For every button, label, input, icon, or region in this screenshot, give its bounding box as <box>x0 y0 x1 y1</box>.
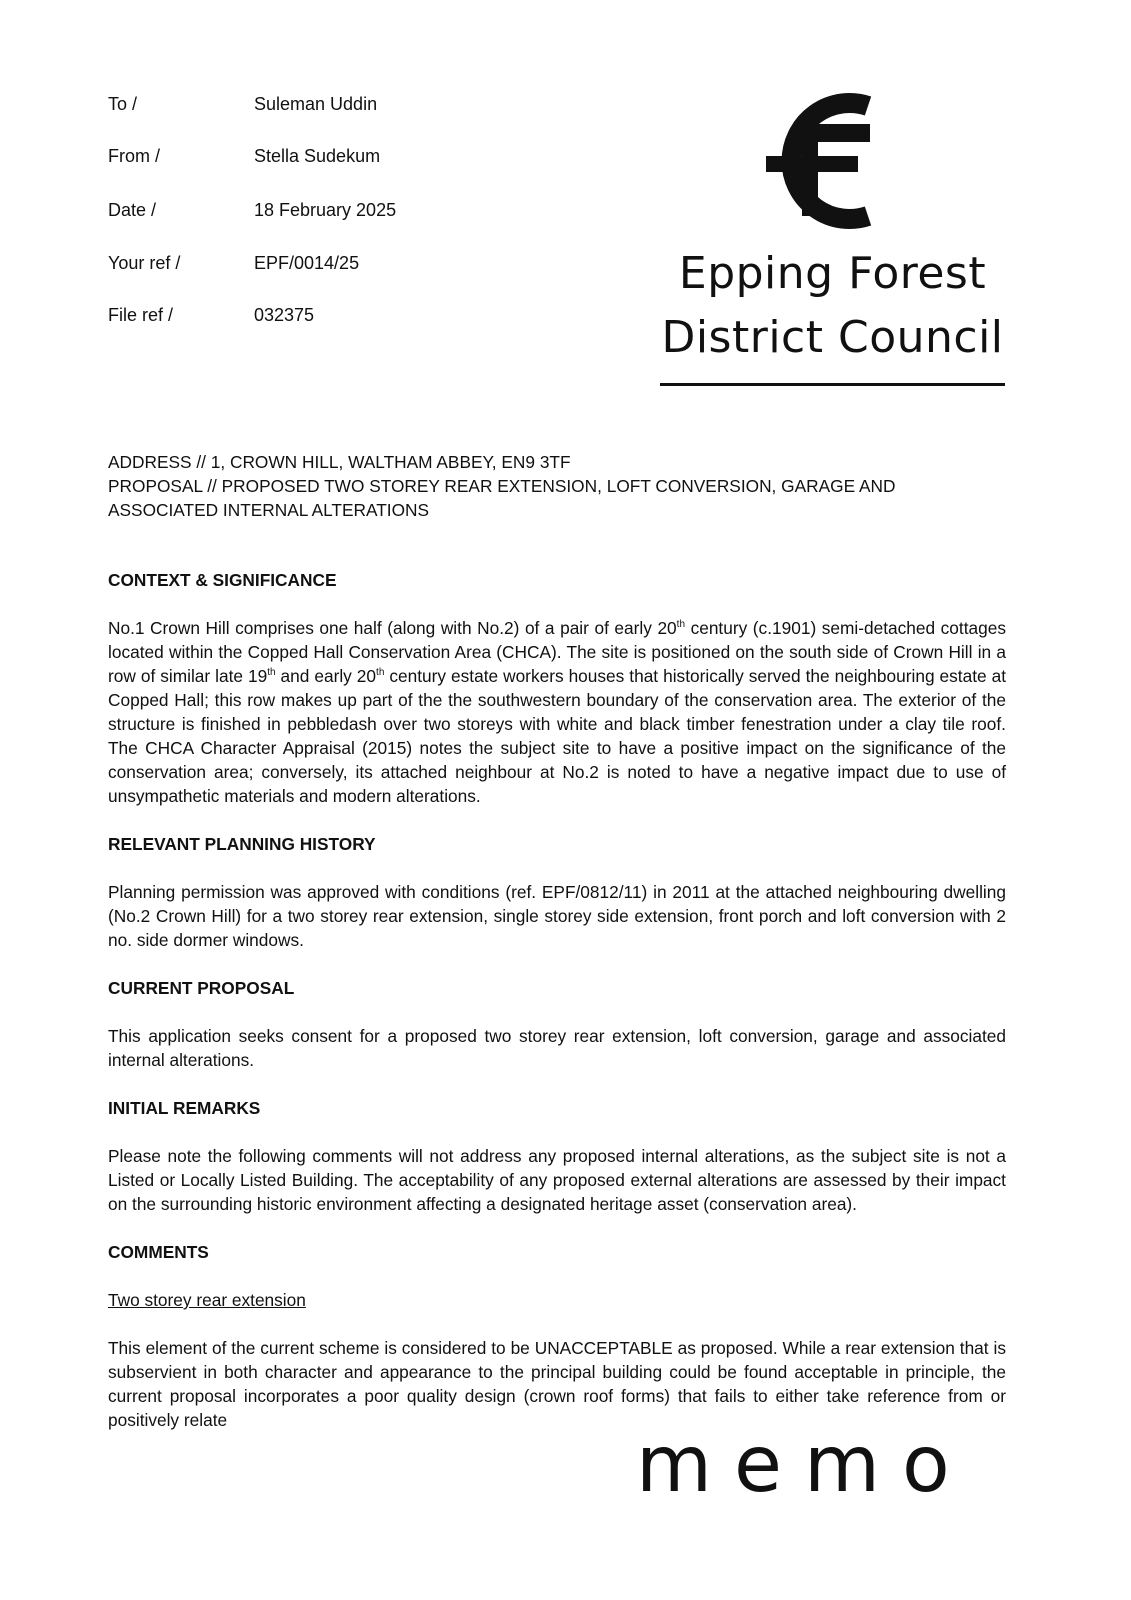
section-heading: CONTEXT & SIGNIFICANCE <box>108 570 337 590</box>
file-ref-value: 032375 <box>254 305 315 325</box>
section-paragraph: No.1 Crown Hill comprises one half (along with No.2) of a pair of early 20th century (c.1901) semi-detached cottages located within the Copped Hall Conservation Area (CHCA). The site is positioned on the south side of Crown Hill in a row of similar late 19th and early 20th century estate workers houses that historically served the neighbouring estate at Copped Hall; this row makes up part of the the southwestern boundary of the conservation area. The exterior of the structure is finished in pebbledash over two storeys with white and black timber fenestration under a clay tile roof. The CHCA Character Appraisal (2015) notes the subject site to have a positive impact on the significance of the conservation area; conversely, its attached neighbour at No.2 is noted to have a negative impact due to use of unsympathetic materials and modern alterations. <box>108 618 1007 806</box>
proposal-line: PROPOSAL // PROPOSED TWO STOREY REAR EXTENSION, LOFT CONVERSION, GARAGE AND ASSOCIATED INTERNAL ALTERATIONS <box>108 476 896 520</box>
section-subheading: Two storey rear extension <box>108 1290 306 1310</box>
organisation-name-line2: District Council <box>661 312 1004 363</box>
organisation-name-line1: Epping Forest <box>678 248 987 299</box>
section-heading: INITIAL REMARKS <box>108 1098 261 1118</box>
your-ref-label: Your ref / <box>108 253 181 273</box>
section-planning-history <box>108 832 1006 952</box>
from-value: Stella Sudekum <box>254 146 381 166</box>
section-heading: CURRENT PROPOSAL <box>108 978 295 998</box>
memo-footer-wordmark: memo <box>636 1420 972 1510</box>
address-line: ADDRESS // 1, CROWN HILL, WALTHAM ABBEY, EN9 3TF <box>108 452 571 472</box>
memo-body <box>108 450 1006 1456</box>
subject-block <box>108 450 1006 522</box>
from-label: From / <box>108 146 160 166</box>
file-ref-label: File ref / <box>108 305 174 325</box>
section-heading: COMMENTS <box>108 1242 209 1262</box>
section-heading: RELEVANT PLANNING HISTORY <box>108 834 376 854</box>
section-paragraph: This element of the current scheme is considered to be UNACCEPTABLE as proposed. While a rear extension that is subservient in both character and appearance to the principal building could be found acceptable in principle, the current proposal incorporates a poor quality design (crown roof forms) that fails to either take reference from or positively relate <box>108 1338 1006 1430</box>
section-initial-remarks <box>108 1096 1006 1216</box>
section-current-proposal <box>108 976 1006 1072</box>
date-label: Date / <box>108 200 157 220</box>
section-paragraph: Planning permission was approved with conditions (ref. EPF/0812/11) in 2011 at the attached neighbouring dwelling (No.2 Crown Hill) for a two storey rear extension, single storey side extension, front porch and loft conversion with 2 no. side dormer windows. <box>108 882 1006 950</box>
section-paragraph: Please note the following comments will not address any proposed internal alterations, as the subject site is not a Listed or Locally Listed Building. The acceptability of any proposed external alterations are assessed by their impact on the surrounding historic environment affecting a designated heritage asset (conservation area). <box>108 1146 1006 1214</box>
council-logo-icon <box>762 92 880 230</box>
section-paragraph: This application seeks consent for a proposed two storey rear extension, loft conversion, garage and associated internal alterations. <box>108 1026 1006 1070</box>
to-value: Suleman Uddin <box>254 94 378 114</box>
header-divider <box>660 383 1005 386</box>
to-label: To / <box>108 94 138 114</box>
section-context <box>108 568 1006 808</box>
section-comments <box>108 1240 1006 1432</box>
date-value: 18 February 2025 <box>254 200 397 220</box>
your-ref-value: EPF/0014/25 <box>254 253 360 273</box>
